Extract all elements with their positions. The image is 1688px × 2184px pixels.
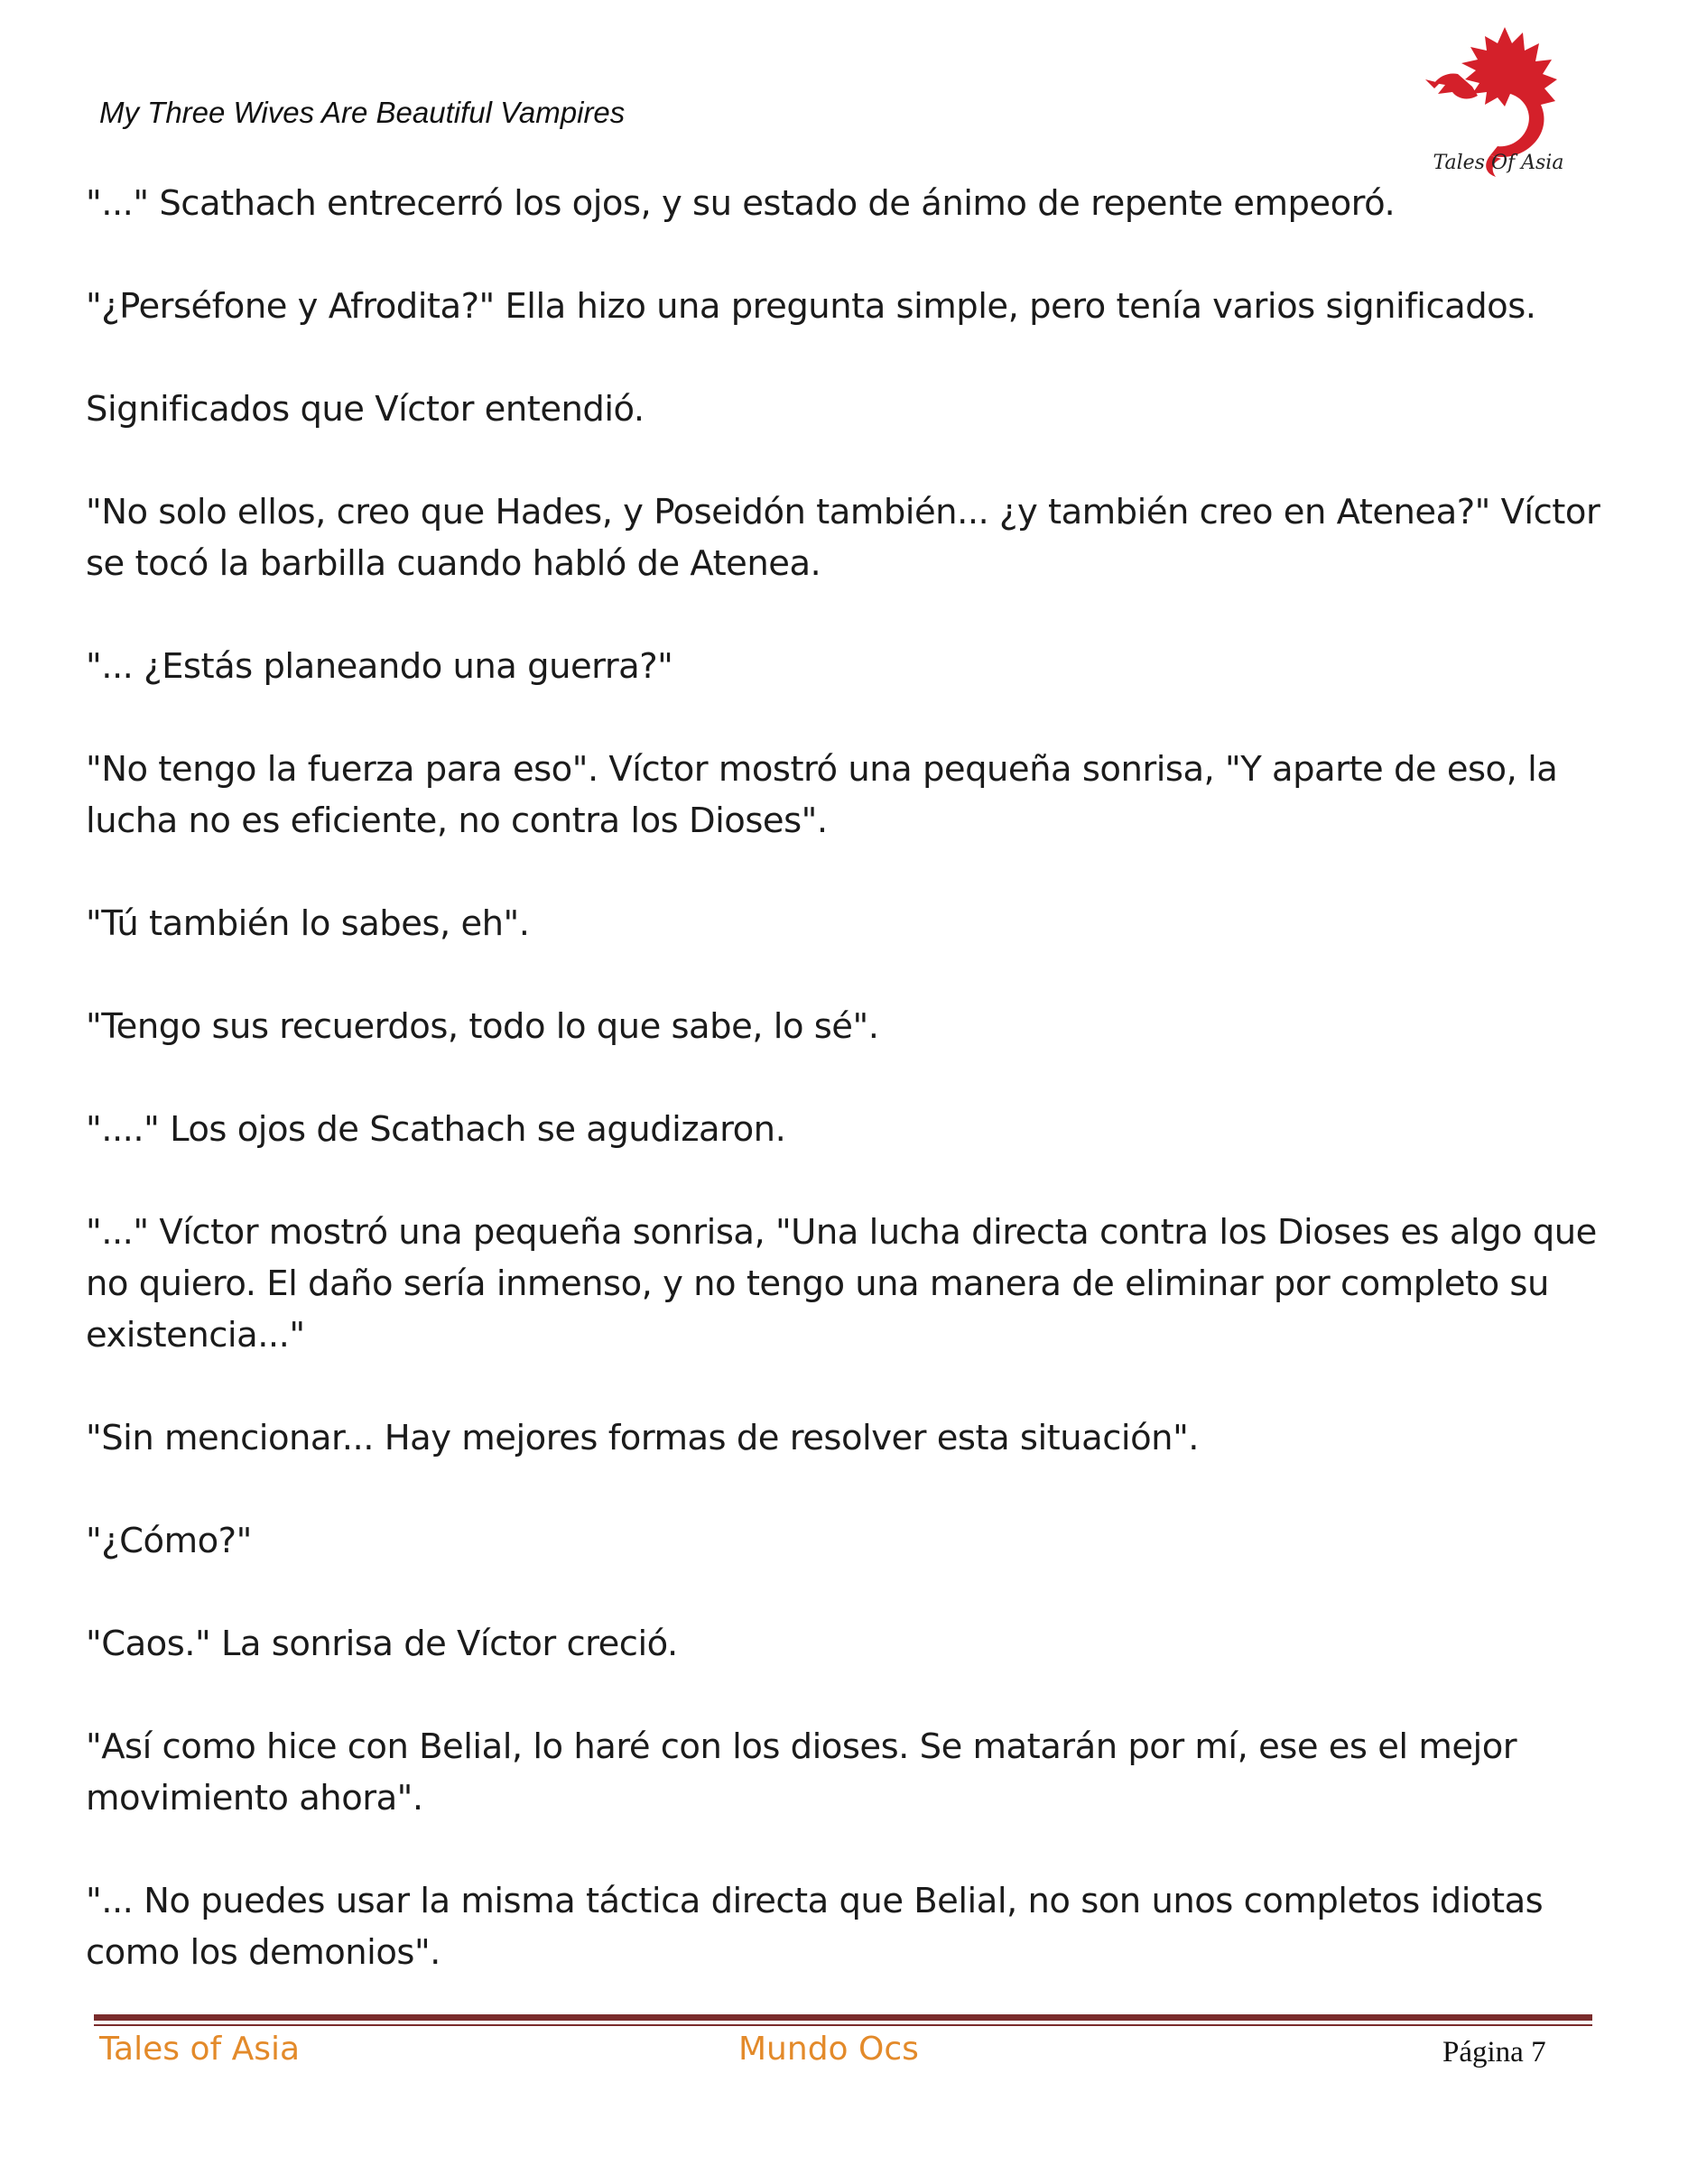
paragraph: "Así como hice con Belial, lo haré con los dioses. Se matarán por mí, ese es el mejor movimiento ahora". [86,1726,1517,1818]
paragraph: "Tú también lo sabes, eh". [86,903,530,944]
paragraph: "No solo ellos, creo que Hades, y Poseidón también... ¿y también creo en Atenea?" Víctor se tocó la barbilla cuando habló de Atenea. [86,492,1600,584]
paragraph: "Tengo sus recuerdos, todo lo que sabe, lo sé". [86,1006,879,1047]
paragraph: Significados que Víctor entendió. [86,389,645,430]
paragraph: "Sin mencionar... Hay mejores formas de resolver esta situación". [86,1418,1200,1458]
paragraph: "Caos." La sonrisa de Víctor creció. [86,1624,678,1664]
footer-site-name: Tales of Asia [99,2031,301,2068]
paragraph: "...." Los ojos de Scathach se agudizaron. [86,1109,786,1150]
paragraph: "¿Cómo?" [86,1521,252,1561]
logo-text: Tales Of Asia [1433,152,1564,174]
paragraph: "..." Scathach entrecerró los ojos, y su estado de ánimo de repente empeoró. [86,183,1396,224]
paragraph: "..." Víctor mostró una pequeña sonrisa, "Una lucha directa contra los Dioses es algo que no quiero. El daño sería inmenso, y no tengo una manera de eliminar por completo su existencia..." [86,1212,1597,1356]
story-body [86,178,1620,2030]
paragraph: "¿Perséfone y Afrodita?" Ella hizo una pregunta simple, pero tenía varios significados. [86,286,1536,327]
document-title: My Three Wives Are Beautiful Vampires [99,96,626,129]
page-number: Página 7 [1442,2036,1546,2068]
footer-divider-thin [94,2024,1592,2026]
paragraph: "... No puedes usar la misma táctica directa que Belial, no son unos completos idiotas como los demonios". [86,1881,1544,1973]
paragraph: "... ¿Estás planeando una guerra?" [86,646,673,687]
footer-divider-thick [94,2014,1592,2021]
footer-section-name: Mundo Ocs [738,2031,919,2068]
paragraph: "No tengo la fuerza para eso". Víctor mostró una pequeña sonrisa, "Y aparte de eso, la lucha no es eficiente, no contra los Dioses". [86,749,1558,841]
